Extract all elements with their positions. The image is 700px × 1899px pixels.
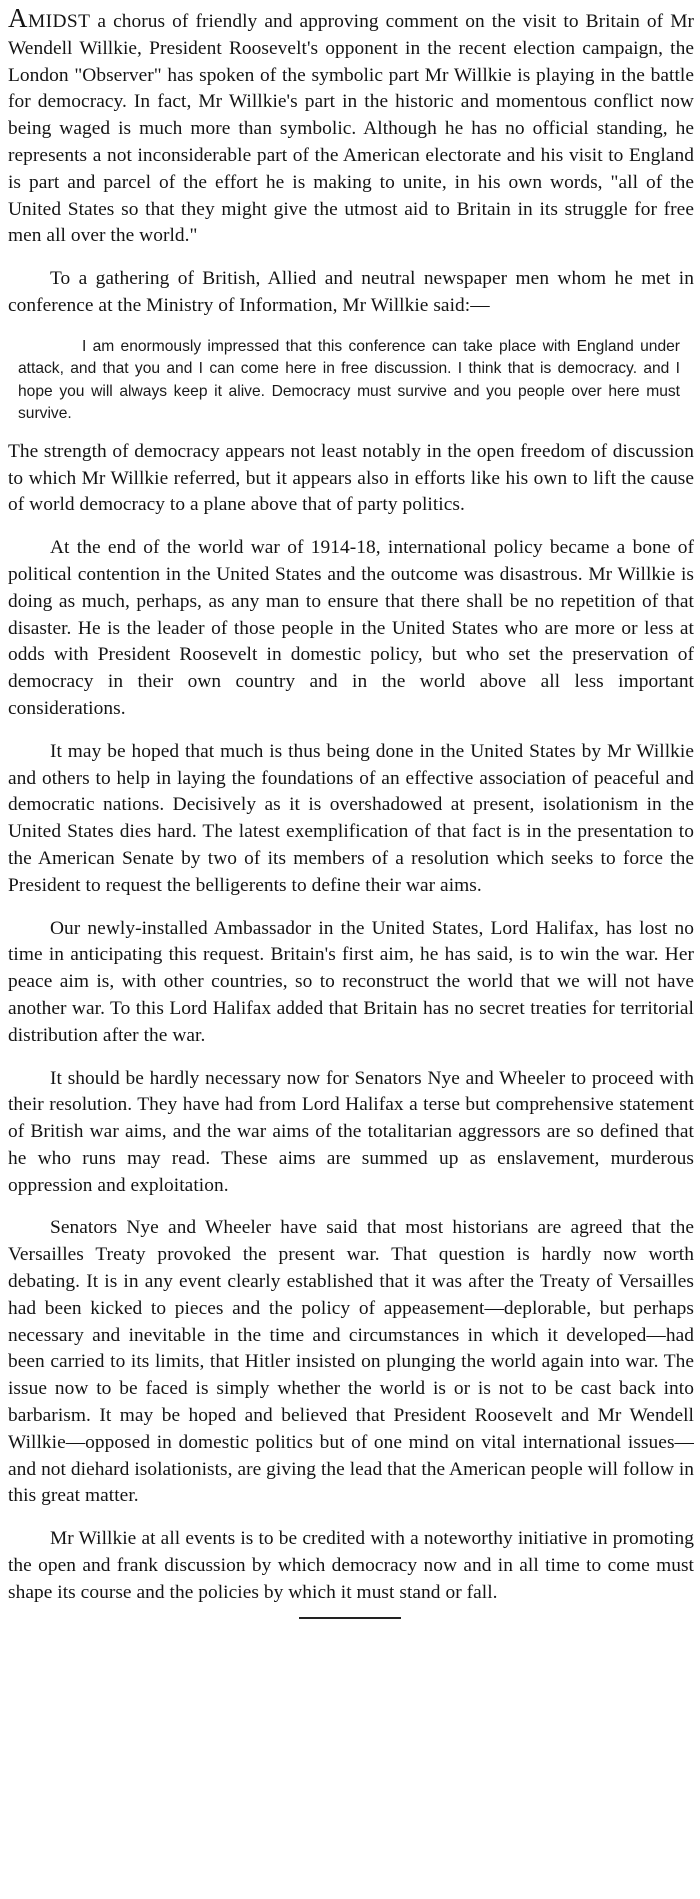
paragraph-8: Senators Nye and Wheeler have said that most historians are agreed that the Versailles Treaty provoked the present war. That question is hardly now worth debating. It is in any event clearly established that it was after the Treaty of Versailles had been kicked to pieces and the policy of appeasement—deplorable, but perhaps necessary and inevitable in the time and circumstances in which it developed—had been carried to its limits, that Hitler insisted on plunging the world again into war. The issue now to be faced is simply whether the world is or is not to be cast back into barbarism. It may be hoped and believed that President Roosevelt and Mr Wendell Willkie—opposed in domestic politics but of one mind on vital international issues—and not diehard isolationists, are giving the lead that the American people will follow in this great matter. [8,1217,694,1507]
paragraph-7: It should be hardly necessary now for Senators Nye and Wheeler to proceed with their resolution. They have had from Lord Halifax a terse but comprehensive statement of British war aims, and the war aims of the totalitarian aggressors are so defined that he who runs may read. These aims are summed up as enslavement, murderous oppression and exploitation. [8,1067,694,1196]
drop-cap: A [8,3,28,33]
opening-paragraph-text: a chorus of friendly and approving comment on the visit to Britain of Mr Wendell Willkie, President Roosevelt's opponent in the recent election campaign, the London "Observer" has spoken of the symbolic part Mr Willkie is playing in the battle for democracy. In fact, Mr Willkie's part in the historic and momentous conflict now being waged is much more than symbolic. Although he has no official standing, he represents a not inconsiderable part of the American electorate and his visit to England is part and parcel of the effort he is making to unite, in his own words, "all of the United States so that they might give the utmost aid to Britain in its struggle for free men all over the world." [8,11,694,247]
end-rule [299,1617,401,1619]
lead-word: MIDST [28,11,91,32]
paragraph-4: At the end of the world war of 1914-18, international policy became a bone of political contention in the United States and the outcome was disastrous. Mr Willkie is doing as much, perhaps, as any man to ensure that there shall be no repetition of that disaster. He is the leader of those people in the United States who are more or less at odds with President Roosevelt in domestic policy, but who set the preservation of democracy in their own country and in the world above all less important considerations. [8,537,694,719]
paragraph-3: The strength of democracy appears not least notably in the open freedom of discussion to which Mr Willkie referred, but it appears also in efforts like his own to lift the cause of world democracy to a plane above that of party politics. [8,440,694,516]
block-quote: I am enormously impressed that this conference can take place with England under attack, and that you and I can come here in free discussion. I think that is democracy. and I hope you will always keep it alive. Democracy must survive and you people over here must survive. [18,337,680,423]
paragraph-9: Mr Willkie at all events is to be credited with a noteworthy initiative in promoting the open and frank discussion by which democracy now and in all time to come must shape its course and the policies by which it must stand or fall. [8,1528,694,1603]
paragraph-6: Our newly-installed Ambassador in the United States, Lord Halifax, has lost no time in anticipating this request. Britain's first aim, he has said, is to win the war. Her peace aim is, with other countries, so to reconstruct the world that we will not have another war. To this Lord Halifax added that Britain has no secret treaties for territorial distribution after the war. [8,917,694,1046]
paragraph-2: To a gathering of British, Allied and neutral newspaper men whom he met in conference at the Ministry of Information, Mr Willkie said:— [8,268,694,316]
paragraph-5: It may be hoped that much is thus being done in the United States by Mr Willkie and others to help in laying the foundations of an effective association of peaceful and democratic nations. Decisively as it is overshadowed at present, isolationism in the United States dies hard. The latest exemplification of that fact is in the presentation to the American Senate by two of its members of a resolution which seeks to force the President to request the belligerents to define their war aims. [8,740,694,896]
opening-paragraph [8,3,694,250]
